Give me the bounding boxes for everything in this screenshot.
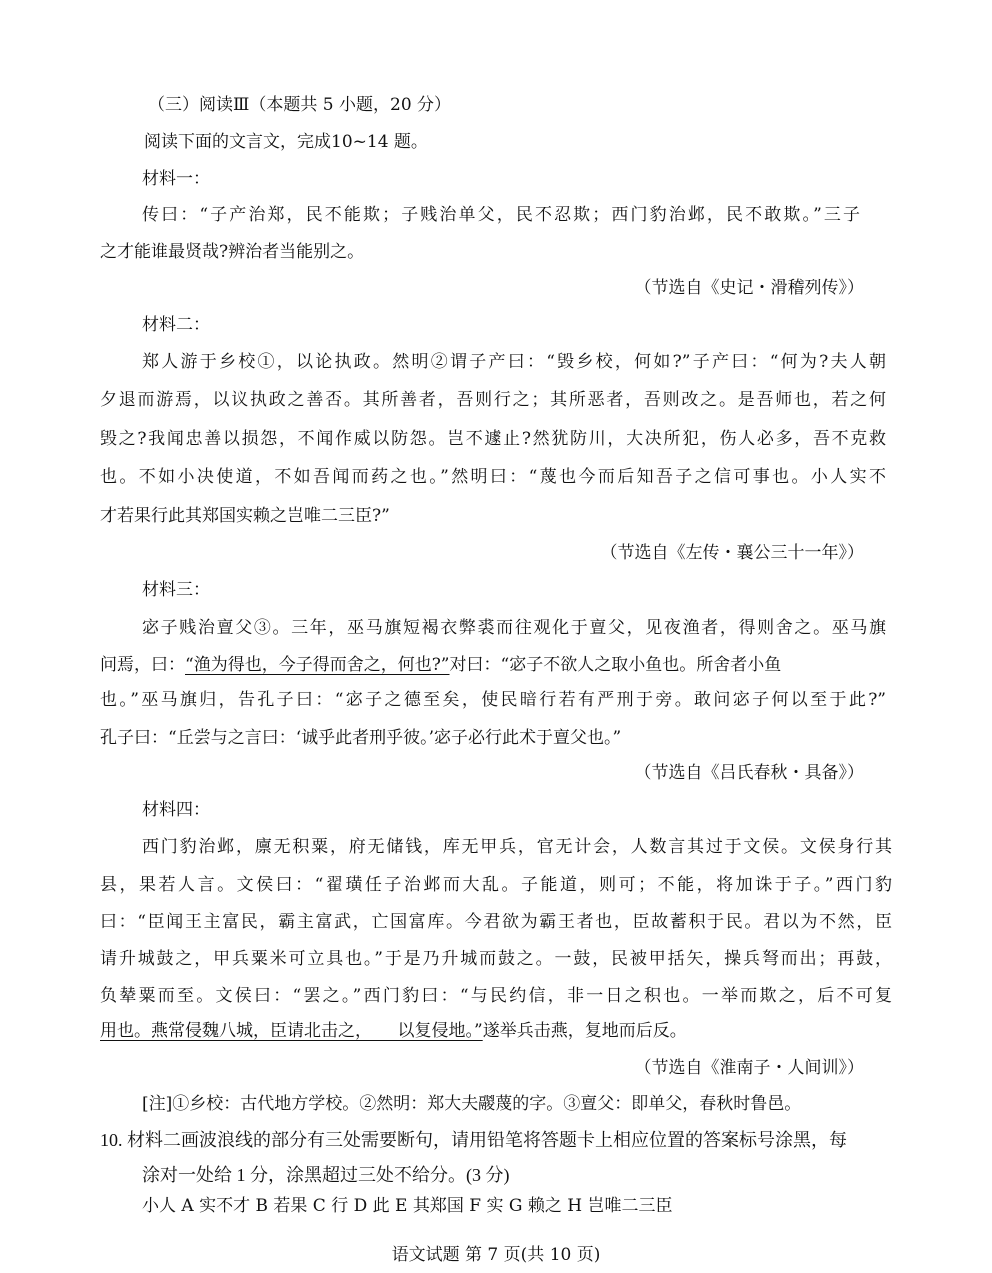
material3-source: （节选自《吕氏春秋・具备》） <box>634 763 864 783</box>
underlined-sentence: “渔为得也，今子得而舍之，何也?” <box>185 655 450 675</box>
section-header: （三）阅读Ⅲ（本题共 5 小题，20 分） <box>148 95 452 115</box>
material2-line: 才若果行此其郑国实赖之岂唯二三臣?” <box>100 506 390 526</box>
material4-line: 请升城鼓之，甲兵粟米可立具也。”于是乃升城而鼓之。一鼓，民被甲括矢，操兵弩而出；再鼓， <box>100 949 892 969</box>
footnote: [注]①乡校：古代地方学校。②然明：郑大夫鬷蔑的字。③亶父：即单父，春秋时鲁邑。 <box>142 1094 802 1114</box>
material1-line: 传曰：“子产治郑，民不能欺；子贱治单父，民不忍欺；西门豹治邺，民不敢欺。”三子 <box>142 205 860 225</box>
instruction: 阅读下面的文言文，完成10~14 题。 <box>144 132 428 152</box>
material2-source: （节选自《左传・襄公三十一年》） <box>600 543 864 563</box>
material4-line: 负辇粟而至。文侯曰：“罢之。”西门豹曰：“与民约信，非一日之积也。一举而欺之，后不可复 <box>100 986 892 1006</box>
material4-line: 用也。燕常侵魏八城，臣请北击之， 以复侵地。”遂举兵击燕，复地而后反。 <box>100 1021 687 1041</box>
material4-line: 西门豹治邺，廪无积粟，府无储钱，库无甲兵，官无计会，人数言其过于文侯。文侯身行其 <box>142 837 892 857</box>
material1-label: 材料一： <box>142 169 210 189</box>
material3-label: 材料三： <box>142 580 210 600</box>
material2-line: 郑人游于乡校①，以论执政。然明②谓子产曰：“毁乡校，何如?”子产曰：“何为?夫人朝 <box>142 352 886 372</box>
underlined-sentence: 用也。燕常侵魏八城，臣请北击之， 以复侵地。” <box>100 1021 483 1041</box>
material4-label: 材料四： <box>142 800 210 820</box>
question-10-options: 小人 A 实不才 B 若果 C 行 D 此 E 其郑国 F 实 G 赖之 H 岂唯二三臣 <box>142 1196 673 1216</box>
material2-line: 毁之?我闻忠善以损怨，不闻作威以防怨。岂不遽止?然犹防川，大决所犯，伤人必多，吾不克救 <box>100 429 886 449</box>
material4-line: 曰：“臣闻王主富民，霸主富武，亡国富库。今君欲为霸王者也，臣故蓄积于民。君以为不然，臣 <box>100 912 892 932</box>
material3-line: 孔子曰：“丘尝与之言曰：‘诚乎此者刑乎彼。’宓子必行此术于亶父也。” <box>100 728 622 748</box>
material1-source: （节选自《史记・滑稽列传》） <box>634 278 864 298</box>
material4-line: 县，果若人言。文侯曰：“翟璜任子治邺而大乱。子能道，则可；不能，将加诛于子。”西门豹 <box>100 875 892 895</box>
material4-source: （节选自《淮南子・人间训》） <box>634 1058 864 1078</box>
material3-line: 问焉，曰：“渔为得也，今子得而舍之，何也?”对曰：“宓子不欲人之取小鱼也。所舍者小鱼 <box>100 655 782 675</box>
material1-line: 之才能谁最贤哉?辨治者当能别之。 <box>100 242 365 262</box>
material2-line: 夕退而游焉，以议执政之善否。其所善者，吾则行之；其所恶者，吾则改之。是吾师也，若之何 <box>100 390 886 410</box>
page-footer: 语文试题 第 7 页(共 10 页) <box>391 1245 601 1265</box>
material3-line: 也。”巫马旗归，告孔子曰：“宓子之德至矣，使民暗行若有严刑于旁。敢问宓子何以至于此?” <box>100 690 886 710</box>
material2-label: 材料二： <box>142 315 210 335</box>
material3-line: 宓子贱治亶父③。三年，巫马旗短褐衣弊裘而往观化于亶父，见夜渔者，得则舍之。巫马旗 <box>142 618 886 638</box>
question-10-text: 涂对一处给 1 分，涂黑超过三处不给分。(3 分) <box>142 1165 510 1185</box>
question-10-text: 10. 材料二画波浪线的部分有三处需要断句，请用铅笔将答题卡上相应位置的答案标号涂黑，每 <box>100 1130 847 1150</box>
material2-line: 也。不如小决使道，不如吾闻而药之也。”然明曰：“蔑也今而后知吾子之信可事也。小人实不 <box>100 467 886 487</box>
